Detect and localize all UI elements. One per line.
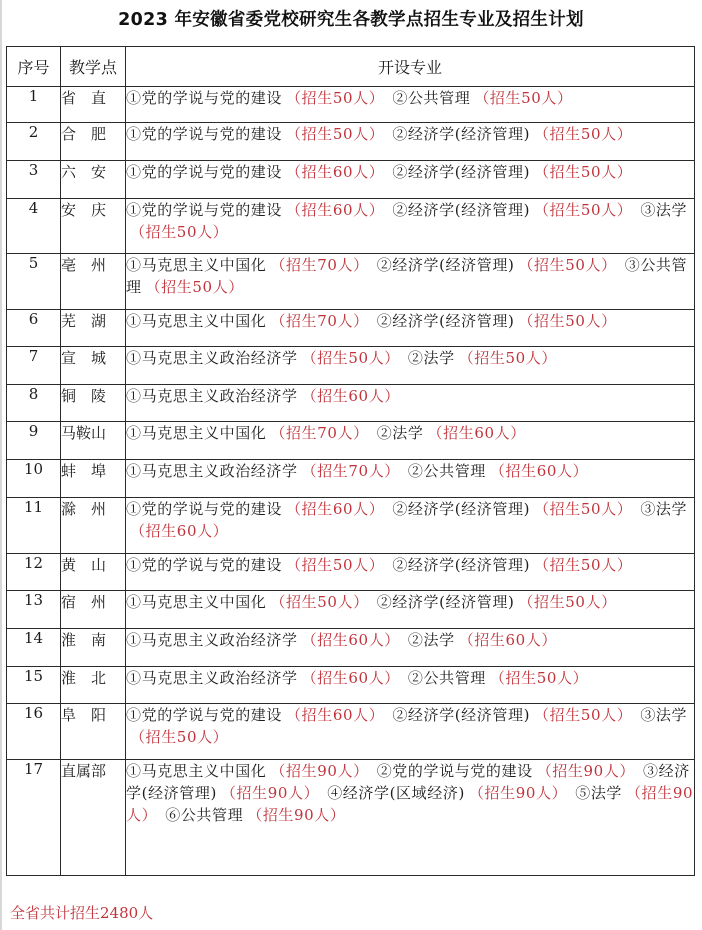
row-majors <box>126 591 695 629</box>
table-row <box>7 760 695 876</box>
row-seq: 10 <box>7 460 61 498</box>
row-place: 淮 北 <box>61 667 126 704</box>
row-seq: 8 <box>7 385 61 422</box>
row-majors <box>126 161 695 199</box>
header-seq: 序号 <box>7 47 61 87</box>
major-quota: （招生60人） <box>286 201 385 219</box>
row-seq: 14 <box>7 629 61 667</box>
major-name: ③法学 <box>640 500 688 518</box>
major-name: ⑥公共管理 <box>165 806 244 824</box>
table-row <box>7 460 695 498</box>
row-place: 铜 陵 <box>61 385 126 422</box>
row-seq: 1 <box>7 87 61 123</box>
enrollment-plan-table <box>6 46 695 876</box>
table-header-row <box>7 47 695 87</box>
table-row <box>7 591 695 629</box>
header-place: 教学点 <box>61 47 126 87</box>
major-quota: （招生50人） <box>130 223 229 241</box>
row-seq: 16 <box>7 704 61 760</box>
row-place: 安 庆 <box>61 199 126 254</box>
row-seq: 15 <box>7 667 61 704</box>
row-seq: 7 <box>7 347 61 385</box>
major-name: ②公共管理 <box>407 669 486 687</box>
major-name: ②公共管理 <box>407 462 486 480</box>
row-majors <box>126 498 695 554</box>
major-name: ②经济学(经济管理) <box>392 125 531 143</box>
major-quota: （招生50人） <box>534 500 633 518</box>
major-name: ①党的学说与党的建设 <box>126 706 283 724</box>
table-row <box>7 704 695 760</box>
table-row <box>7 254 695 310</box>
major-quota: （招生50人） <box>301 349 400 367</box>
major-name: ②法学 <box>407 631 455 649</box>
row-majors <box>126 704 695 760</box>
row-seq: 4 <box>7 199 61 254</box>
major-name: ①党的学说与党的建设 <box>126 125 283 143</box>
row-place: 滁 州 <box>61 498 126 554</box>
major-name: ①马克思主义政治经济学 <box>126 387 298 405</box>
major-quota: （招生60人） <box>286 706 385 724</box>
major-name: ①马克思主义政治经济学 <box>126 462 298 480</box>
major-quota: （招生50人） <box>286 89 385 107</box>
table-row <box>7 498 695 554</box>
major-name: ①马克思主义政治经济学 <box>126 631 298 649</box>
table-row <box>7 385 695 422</box>
major-quota: （招生50人） <box>518 312 617 330</box>
row-place: 亳 州 <box>61 254 126 310</box>
major-quota: （招生60人） <box>489 462 589 480</box>
row-majors <box>126 87 695 123</box>
row-seq: 6 <box>7 310 61 347</box>
row-seq: 12 <box>7 554 61 591</box>
row-place: 宿 州 <box>61 591 126 629</box>
row-place: 宣 城 <box>61 347 126 385</box>
major-name: ①马克思主义中国化 <box>126 593 267 611</box>
major-name: ①马克思主义中国化 <box>126 256 267 274</box>
major-name: ②党的学说与党的建设 <box>376 762 533 780</box>
row-majors <box>126 310 695 347</box>
major-name: ①马克思主义中国化 <box>126 312 267 330</box>
major-quota: （招生50人） <box>130 728 229 746</box>
major-quota: （招生60人） <box>458 631 558 649</box>
row-majors <box>126 385 695 422</box>
row-seq: 11 <box>7 498 61 554</box>
major-name: ②经济学(经济管理) <box>392 556 531 574</box>
major-quota: （招生50人） <box>534 163 633 181</box>
major-name: ④经济学(区域经济) <box>327 784 465 802</box>
major-quota: （招生90人） <box>270 762 369 780</box>
table-row <box>7 161 695 199</box>
row-place: 六 安 <box>61 161 126 199</box>
major-quota: （招生70人） <box>270 424 369 442</box>
row-seq: 17 <box>7 760 61 876</box>
major-name: ③经济学(经济管理) <box>126 762 690 802</box>
major-quota: （招生50人） <box>286 125 385 143</box>
row-place: 蚌 埠 <box>61 460 126 498</box>
major-name: ①党的学说与党的建设 <box>126 163 283 181</box>
major-name: ①马克思主义政治经济学 <box>126 349 298 367</box>
major-name: ②经济学(经济管理) <box>392 706 531 724</box>
row-majors <box>126 347 695 385</box>
major-quota: （招生50人） <box>270 593 369 611</box>
table-row <box>7 554 695 591</box>
major-name: ②法学 <box>407 349 455 367</box>
major-quota: （招生50人） <box>534 706 633 724</box>
row-majors <box>126 422 695 460</box>
major-name: ①党的学说与党的建设 <box>126 89 283 107</box>
major-quota: （招生60人） <box>286 500 385 518</box>
major-name: ③法学 <box>640 706 688 724</box>
row-majors <box>126 554 695 591</box>
row-place: 省 直 <box>61 87 126 123</box>
major-name: ②经济学(经济管理) <box>376 256 515 274</box>
row-seq: 2 <box>7 123 61 161</box>
major-quota: （招生90人） <box>468 784 568 802</box>
table-row <box>7 87 695 123</box>
row-majors <box>126 667 695 704</box>
major-name: ①党的学说与党的建设 <box>126 556 283 574</box>
major-quota: （招生60人） <box>301 669 400 687</box>
major-name: ②经济学(经济管理) <box>392 201 531 219</box>
row-seq: 5 <box>7 254 61 310</box>
major-quota: （招生90人） <box>536 762 636 780</box>
major-quota: （招生70人） <box>301 462 400 480</box>
row-place: 黄 山 <box>61 554 126 591</box>
major-name: ②经济学(经济管理) <box>392 500 531 518</box>
major-quota: （招生60人） <box>130 522 229 540</box>
major-name: ③公共管理 <box>126 256 688 296</box>
table-row <box>7 347 695 385</box>
major-quota: （招生70人） <box>270 256 369 274</box>
table-body <box>7 87 695 876</box>
table-row <box>7 667 695 704</box>
major-quota: （招生70人） <box>270 312 369 330</box>
major-quota: （招生60人） <box>301 387 400 405</box>
row-place: 直属部 <box>61 760 126 876</box>
major-name: ②经济学(经济管理) <box>392 163 531 181</box>
major-quota: （招生50人） <box>534 556 633 574</box>
table-row <box>7 123 695 161</box>
major-quota: （招生50人） <box>458 349 558 367</box>
row-majors <box>126 123 695 161</box>
row-place: 合 肥 <box>61 123 126 161</box>
row-place: 芜 湖 <box>61 310 126 347</box>
row-majors <box>126 199 695 254</box>
table-row <box>7 199 695 254</box>
major-quota: （招生60人） <box>427 424 526 442</box>
header-majors: 开设专业 <box>126 47 695 87</box>
row-seq: 3 <box>7 161 61 199</box>
total-enrollment: 全省共计招生2480人 <box>10 904 154 922</box>
row-seq: 9 <box>7 422 61 460</box>
major-name: ②经济学(经济管理) <box>376 312 515 330</box>
table-row <box>7 422 695 460</box>
major-quota: （招生60人） <box>301 631 400 649</box>
major-name: ①马克思主义中国化 <box>126 762 267 780</box>
major-quota: （招生50人） <box>489 669 589 687</box>
major-name: ③法学 <box>640 201 688 219</box>
major-quota: （招生50人） <box>518 593 617 611</box>
major-quota: （招生50人） <box>145 278 244 296</box>
page-edge <box>0 0 2 930</box>
row-place: 阜 阳 <box>61 704 126 760</box>
row-place: 马鞍山 <box>61 422 126 460</box>
major-quota: （招生50人） <box>518 256 617 274</box>
page-title: 2023 年安徽省委党校研究生各教学点招生专业及招生计划 <box>118 10 584 30</box>
table-row <box>7 310 695 347</box>
row-majors <box>126 254 695 310</box>
major-name: ②法学 <box>376 424 424 442</box>
table-row <box>7 629 695 667</box>
major-name: ①马克思主义政治经济学 <box>126 669 298 687</box>
major-name: ①马克思主义中国化 <box>126 424 267 442</box>
row-majors <box>126 760 695 876</box>
major-name: ①党的学说与党的建设 <box>126 201 283 219</box>
major-quota: （招生90人） <box>220 784 320 802</box>
major-quota: （招生90人） <box>126 784 694 824</box>
major-quota: （招生60人） <box>286 163 385 181</box>
major-name: ②经济学(经济管理) <box>376 593 515 611</box>
major-quota: （招生50人） <box>534 125 633 143</box>
major-name: ⑤法学 <box>575 784 623 802</box>
major-quota: （招生90人） <box>247 806 346 824</box>
row-majors <box>126 629 695 667</box>
major-quota: （招生50人） <box>474 89 573 107</box>
row-place: 淮 南 <box>61 629 126 667</box>
major-quota: （招生50人） <box>534 201 633 219</box>
major-name: ②公共管理 <box>392 89 471 107</box>
major-name: ①党的学说与党的建设 <box>126 500 283 518</box>
row-seq: 13 <box>7 591 61 629</box>
major-quota: （招生50人） <box>286 556 385 574</box>
row-majors <box>126 460 695 498</box>
